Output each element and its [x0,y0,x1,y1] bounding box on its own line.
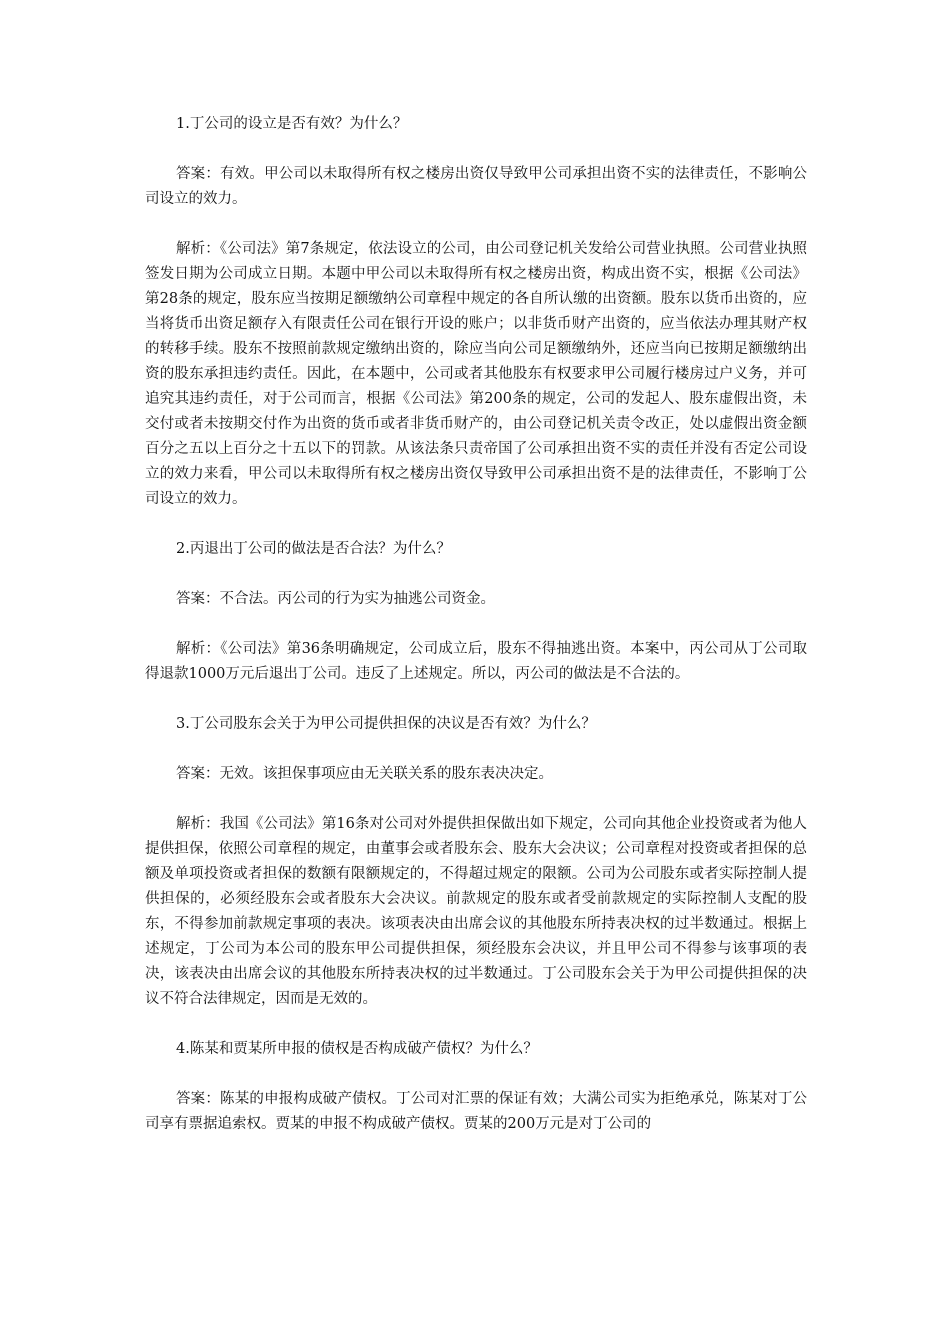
document-body [145,112,807,1162]
analysis-2: 解析：《公司法》第36条明确规定，公司成立后，股东不得抽逃出资。本案中，丙公司从丁公司取得退款1000万元后退出丁公司。违反了上述规定。所以，丙公司的做法是不合法的。 [145,641,807,682]
answer-4: 答案：陈某的申报构成破产债权。丁公司对汇票的保证有效；大满公司实为拒绝承兑，陈某对丁公司享有票据追索权。贾某的申报不构成破产债权。贾某的200万元是对丁公司的 [145,1091,807,1132]
section-4 [145,1037,807,1137]
answer-1: 答案：有效。甲公司以未取得所有权之楼房出资仅导致甲公司承担出资不实的法律责任，不影响公司设立的效力。 [145,166,807,207]
question-3: 3.丁公司股东会关于为甲公司提供担保的决议是否有效？为什么？ [176,716,596,732]
analysis-1: 解析：《公司法》第7条规定，依法设立的公司，由公司登记机关发给公司营业执照。公司营业执照签发日期为公司成立日期。本题中甲公司以未取得所有权之楼房出资，构成出资不实，根据《公司法》第28条的规定，股东应当按期足额缴纳公司章程中规定的各自所认缴的出资额。股东以货币出资的，应当将货币出资足额存入有限责任公司在银行开设的账户；以非货币财产出资的，应当依法办理其财产权的转移手续。股东不按照前款规定缴纳出资的，除应当向公司足额缴纳外，还应当向已按期足额缴纳出资的股东承担违约责任。因此，在本题中，公司或者其他股东有权要求甲公司履行楼房过户义务，并可追究其违约责任，对于公司而言，根据《公司法》第200条的规定，公司的发起人、股东虚假出资，未交付或者未按期交付作为出资的货币或者非货币财产的，由公司登记机关责令改正，处以虚假出资金额百分之五以上百分之十五以下的罚款。从该法条只责帝国了公司承担出资不实的责任并没有否定公司设立的效力来看，甲公司以未取得所有权之楼房出资仅导致甲公司承担出资不是的法律责任，不影响丁公司设立的效力。 [145,241,807,507]
section-2 [145,537,807,687]
section-3 [145,712,807,1012]
analysis-3: 解析：我国《公司法》第16条对公司对外提供担保做出如下规定，公司向其他企业投资或者为他人提供担保，依照公司章程的规定，由董事会或者股东会、股东大会决议；公司章程对投资或者担保的总额及单项投资或者担保的数额有限额规定的，不得超过规定的限额。公司为公司股东或者实际控制人提供担保的，必须经股东会或者股东大会决议。前款规定的股东或者受前款规定的实际控制人支配的股东，不得参加前款规定事项的表决。该项表决由出席会议的其他股东所持表决权的过半数通过。根据上述规定，丁公司为本公司的股东甲公司提供担保，须经股东会决议，并且甲公司不得参与该事项的表决，该表决由出席会议的其他股东所持表决权的过半数通过。丁公司股东会关于为甲公司提供担保的决议不符合法律规定，因而是无效的。 [145,816,807,1007]
section-1 [145,112,807,512]
question-4: 4.陈某和贾某所申报的债权是否构成破产债权？为什么？ [176,1041,538,1057]
answer-2: 答案：不合法。丙公司的行为实为抽逃公司资金。 [176,591,495,607]
question-1: 1.丁公司的设立是否有效？为什么？ [176,116,408,132]
answer-3: 答案：无效。该担保事项应由无关联关系的股东表决决定。 [176,766,553,782]
question-2: 2.丙退出丁公司的做法是否合法？为什么？ [176,541,451,557]
